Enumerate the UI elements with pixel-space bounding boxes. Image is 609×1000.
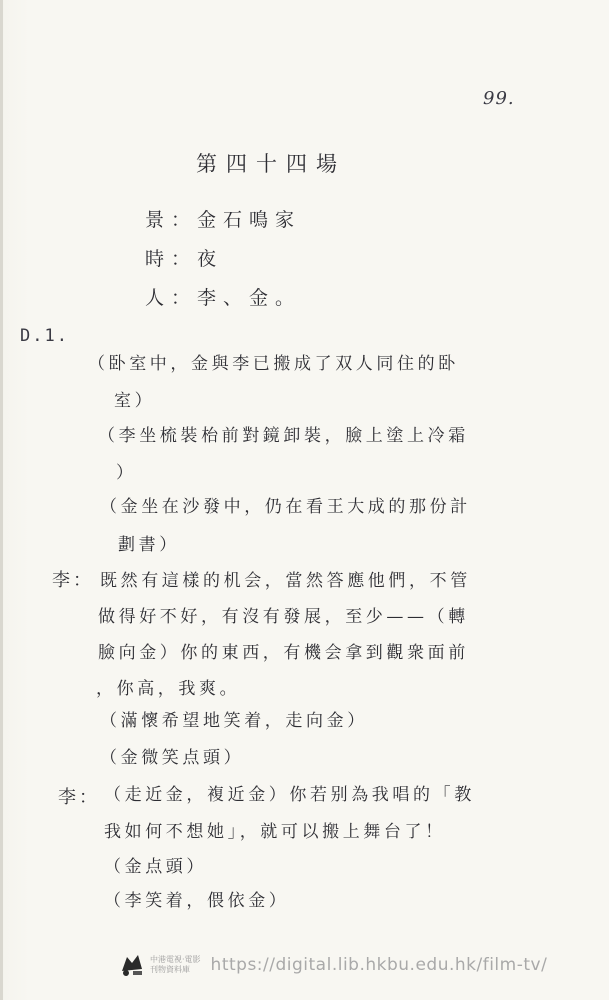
archive-footer	[118, 947, 547, 983]
scene-people: 人：李、金。	[145, 287, 302, 309]
archive-logo-icon	[118, 951, 146, 979]
direction-line: （金点頭）	[104, 857, 207, 877]
direction-line: （李坐梳裝枱前對鏡卸裝，臉上塗上冷霜	[98, 426, 469, 446]
scene-place: 景：金石鳴家	[145, 209, 302, 231]
archive-url-link[interactable]: https://digital.lib.hkbu.edu.hk/film-tv/	[210, 955, 548, 975]
page-number: 99.	[483, 88, 515, 109]
direction-line: （金微笑点頭）	[100, 748, 245, 768]
direction-line: ）	[116, 463, 137, 483]
dialogue-line: 既然有這樣的机会，當然答應他們，不管	[100, 571, 471, 591]
direction-line: （滿懷希望地笑着，走向金）	[100, 711, 368, 731]
scene-title: 第四十四場	[196, 152, 346, 176]
direction-line: （卧室中，金與李已搬成了双人同住的卧	[88, 354, 459, 374]
scene-time: 時：夜	[145, 248, 224, 270]
dialogue-line: 臉向金）你的東西，有機会拿到觀衆面前	[98, 643, 469, 663]
archive-name	[150, 955, 201, 975]
archive-name-line: 刊物資料庫	[150, 965, 190, 974]
direction-line: 室）	[114, 391, 156, 411]
dialogue-line: 做得好不好，有沒有發展，至少——（轉	[98, 607, 469, 627]
dialogue-line: （走近金，複近金）你若别為我唱的「教	[104, 785, 475, 805]
dialogue-line: ，你高，我爽。	[96, 679, 241, 699]
dialogue-line: 我如何不想她」，就可以搬上舞台了！	[104, 822, 446, 842]
direction-line: （金坐在沙發中，仍在看王大成的那份計	[100, 497, 471, 517]
speaker-label: 李：	[58, 787, 100, 808]
speaker-label: 李：	[52, 570, 94, 591]
direction-line: （李笑着，偎依金）	[104, 891, 290, 911]
archive-name-line: 中港電視·電影	[150, 955, 201, 964]
shot-label: D.1.	[20, 326, 69, 346]
direction-line: 劃書）	[118, 535, 180, 555]
page-binding-edge	[0, 0, 3, 1000]
